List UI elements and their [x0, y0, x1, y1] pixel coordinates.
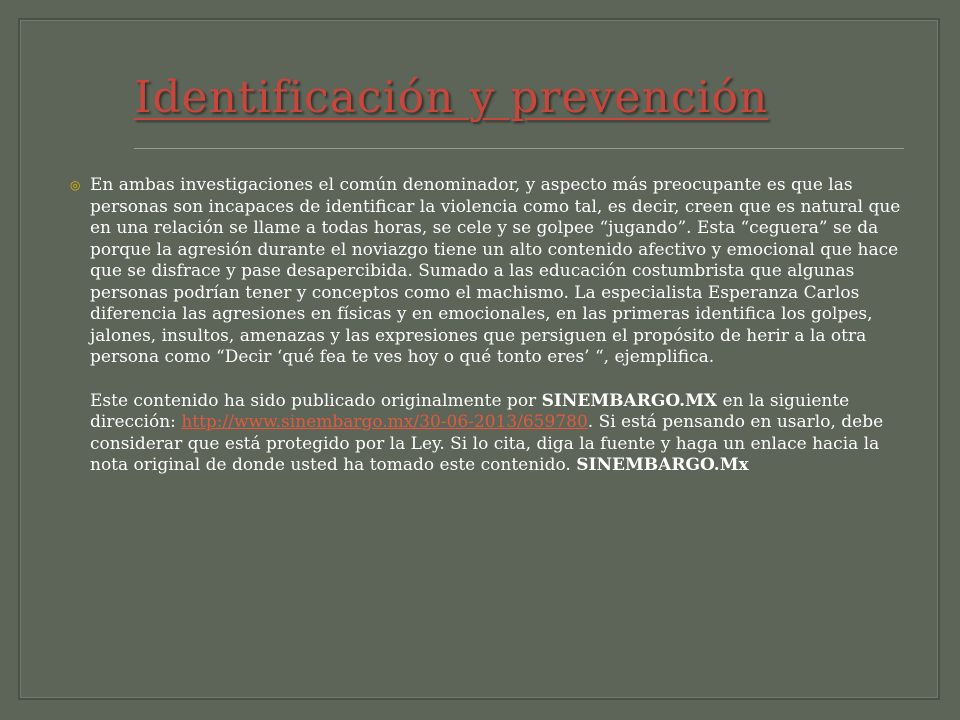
- source-name: SINEMBARGO.MX: [541, 390, 718, 411]
- slide-body: [70, 175, 925, 477]
- credit-paragraph: [90, 391, 908, 477]
- body-paragraph: En ambas investigaciones el común denominador, y aspecto más preocupante es que las personas son incapaces de identificar la violencia como tal, es decir, creen que es natural que en una relación se llame a todas horas, se cele y se golpee “jugando”. Esta “ceguera” se da porque la agresión durante el noviazgo tiene un alto contenido afectivo y emocional que hace que se disfrace y pase desapercibida. Sumado a las educación costumbrista que algunas personas podrían tener y conceptos como el machismo. La especialista Esperanza Carlos diferencia las agresiones en físicas y en emocionales, en las primeras identifica los golpes, jalones, insultos, amenazas y las expresiones que persiguen el propósito de herir a la otra persona como “Decir ‘qué fea te ves hoy o qué tonto eres’ “, ejemplifica.: [90, 175, 901, 367]
- bullet-item: [70, 175, 925, 477]
- bullet-text: [90, 175, 908, 477]
- slide-title: Identificación y prevención: [134, 72, 769, 123]
- source-link[interactable]: http://www.sinembargo.mx/30-06-2013/659780: [181, 412, 588, 432]
- title-divider: [134, 148, 904, 149]
- ring-bullet-icon: ◎: [70, 178, 81, 192]
- credit-intro: Este contenido ha sido publicado originalmente por: [90, 390, 542, 411]
- credit-after-link: . Si está pensando en usarlo, debe considerar que está protegido por la Ley. Si lo cita, diga la fuente y haga un enlace hacia la nota original de donde usted ha tomado este contenido.: [90, 412, 884, 475]
- credit-after-source: en la siguiente dirección:: [90, 390, 850, 432]
- closing-source-name: SINEMBARGO.Mx: [576, 455, 749, 475]
